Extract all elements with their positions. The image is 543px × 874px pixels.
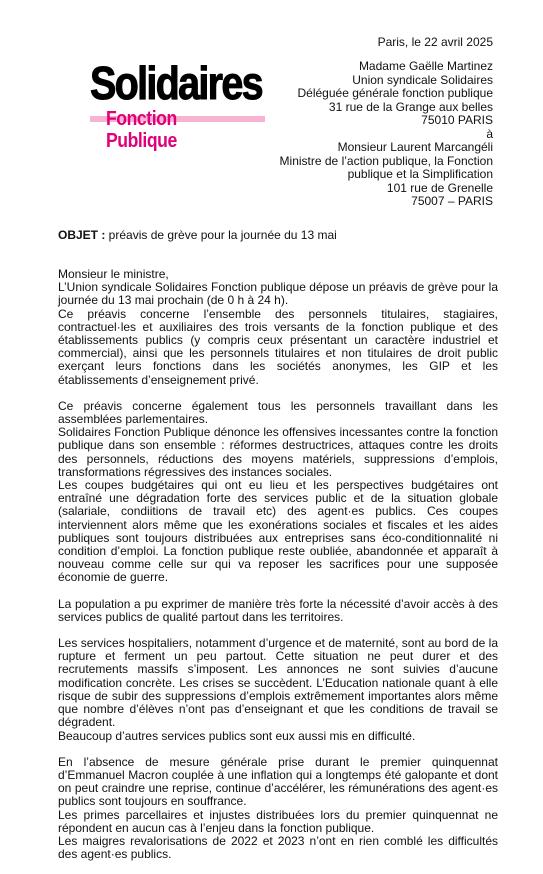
address-line: 101 rue de Grenelle <box>386 180 493 195</box>
logo-subtitle: Fonction Publique <box>106 108 177 152</box>
logo-title: Solidaires <box>90 57 262 109</box>
body-paragraph: Ce préavis concerne également tous les personnels travaillant dans les assemblées parlementaires. Solidaires Fonction Publique dénonce les offensives incessantes contre la fonction publique dans son ensemble : réformes destructrices, attaques contre les droits des personnels, réductions des moyens matériels, suppressions d’emplois, transformations régressives des instances sociales. Les coupes budgétaires qui ont eu lieu et les perspectives budgétaires ont entraîné une dégradation forte des services public et de la situation globale (salariale, condiitions de travail etc) des agent·es publics. Ces coupes interviennent alors même que les exonérations sociales et fiscales et les aides publiques sont toujours distribuées aux entreprises sans éco-conditionnalité ni condition d’emploi. La fonction publique reste oubliée, abandonnée et apparaît à nouveau comme celle sur qui va reposer les sacrifices pour une supposée économie de guerre. <box>58 398 498 585</box>
address-line: Déléguée générale fonction publique <box>297 86 493 100</box>
letter-date: Paris, le 22 avril 2025 <box>377 35 493 49</box>
address-line: 31 rue de la Grange aux belles <box>328 99 493 114</box>
address-line: Madame Gaëlle Martinez <box>358 59 493 73</box>
subject-label: OBJET : <box>58 228 106 242</box>
address-line: 75010 PARIS <box>421 113 493 127</box>
body-paragraph: La population a pu exprimer de manière très forte la nécessité d’avoir accès à des services publics de qualité partout dans les territoires. <box>58 596 498 624</box>
address-line: à <box>486 126 493 141</box>
body-paragraph: Les services hospitaliers, notamment d’urgence et de maternité, sont au bord de la rupture et ferment un peu partout. Cette situation ne peut durer et des recrutements massifs s’imposent. Les annonces ne sont suivies d’aucune modification concrète. Les crises se succèdent. L’Education nationale quant à elle risque de subir des suppressions d’emplois extrêmement importantes alors même que nombre d’élèves n’ont pas d’enseignant et que les conditions de travail se dégradent. Beaucoup d’autres services publics sont eux aussi mis en difficulté. <box>58 636 498 743</box>
subject-line <box>58 228 337 242</box>
body-paragraph: Monsieur le ministre, L’Union syndicale Solidaires Fonction publique dépose un préavis de grève pour la journée du 13 mai prochain (de 0 h à 24 h). Ce préavis concerne l’ensemble des personnels titulaires, stagiaires, contractuel·les et auxiliaires des trois versants de la fonction publique et des établissements publics (y compris ceux présentant un caractère industriel et commercial), ainsi que les personnels titulaires et non titulaires de droit public exerçant leurs fonctions dans les sociétés anonymes, les GIP et les établissements d’enseignement privé. <box>58 267 498 387</box>
address-line: 75007 – PARIS <box>411 194 493 208</box>
address-line: Monsieur Laurent Marcangéli <box>337 140 493 154</box>
address-line: Ministre de l’action publique, la Fonction <box>279 153 493 168</box>
letter-body <box>58 268 498 874</box>
body-paragraph: En l’absence de mesure générale prise durant le premier quinquennat d’Emmanuel Macron couplée à une inflation qui a longtemps été galopante et dont on peut craindre une reprise, continue d’accélérer, les rémunérations des agent·es publics sont toujours en souffrance. Les primes parcellaires et injustes distribuées lors du premier quinquennat ne répondent en aucun cas à l’enjeu dans la fonction publique. Les maigres revalorisations de 2022 et 2023 n’ont en rien comblé les difficultés des agent·es publics. <box>58 754 498 862</box>
address-block <box>243 60 493 209</box>
subject-text: préavis de grève pour la journée du 13 mai <box>105 228 337 242</box>
address-line: Union syndicale Solidaires <box>352 72 493 87</box>
address-line: publique et la Simplification <box>347 167 493 181</box>
